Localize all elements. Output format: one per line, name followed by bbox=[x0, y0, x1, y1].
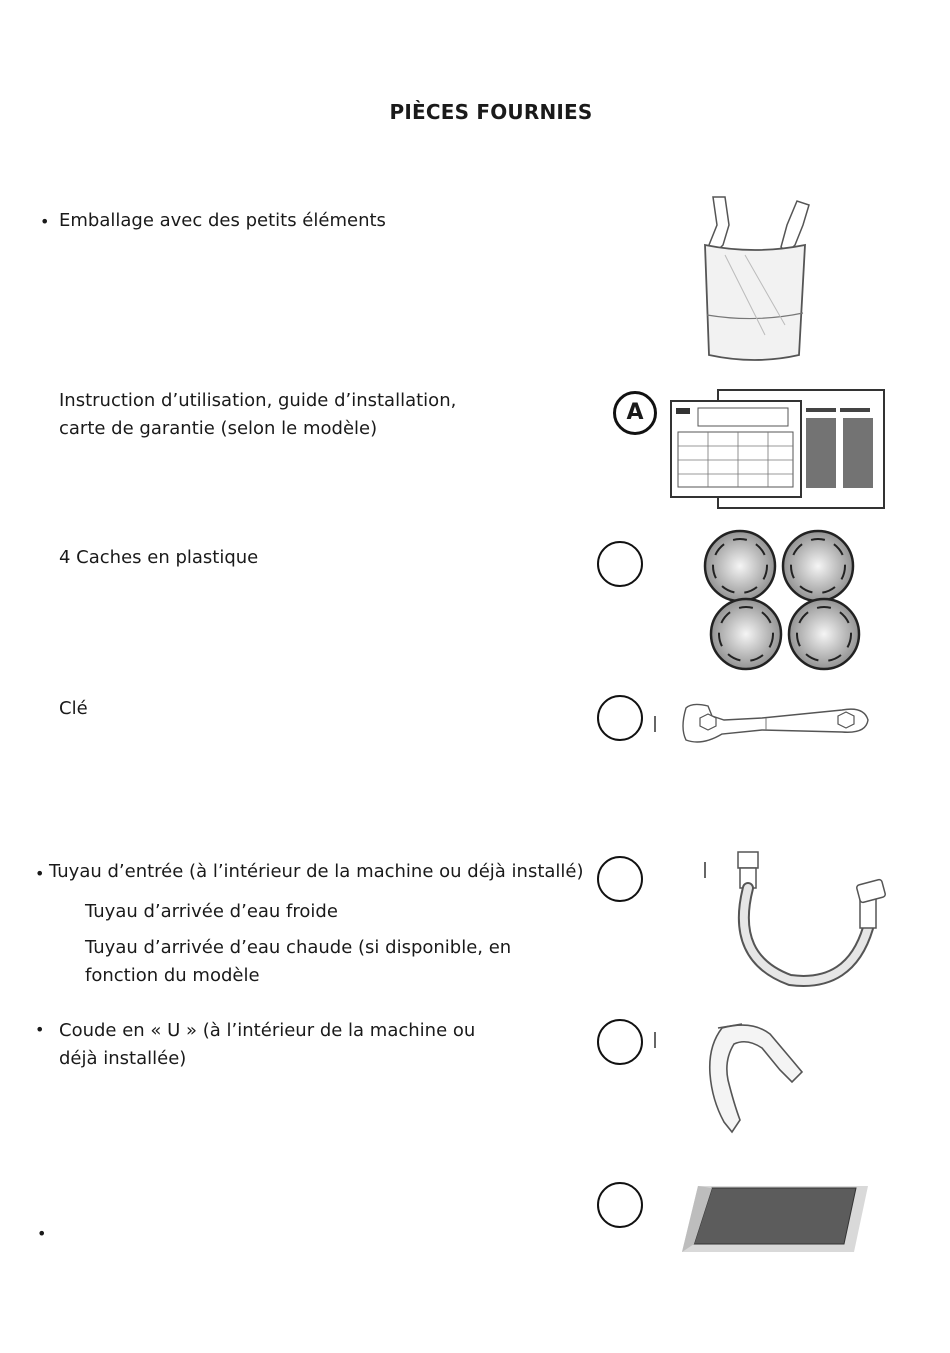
bullet: • bbox=[37, 1224, 47, 1243]
item-manual-label: Instruction d’utilisation, guide d’installation, carte de garantie (selon le modèle) bbox=[59, 390, 457, 439]
bullet: • bbox=[40, 212, 50, 231]
item-marker-circle bbox=[597, 541, 643, 587]
bullet: • bbox=[35, 1020, 45, 1039]
item-u-bend-label: Coude en « U » (à l’intérieur de la machine ou déjà installée) bbox=[59, 1020, 476, 1069]
item-inlet-hose-label: Tuyau d’entrée (à l’intérieur de la machine ou déjà installé) bbox=[49, 861, 584, 882]
item-inlet-hose-sub-cold: Tuyau d’arrivée d’eau froide bbox=[85, 901, 338, 922]
item-wrench-label: Clé bbox=[59, 698, 88, 719]
inlet-hose-icon bbox=[700, 848, 895, 993]
item-marker-circle bbox=[597, 695, 643, 741]
wrench-icon bbox=[652, 700, 874, 750]
item-marker-circle bbox=[597, 856, 643, 902]
bag-icon bbox=[695, 195, 815, 365]
marker-a: A bbox=[613, 391, 657, 435]
item-plastic-caps-label: 4 Caches en plastique bbox=[59, 547, 259, 568]
u-bend-icon bbox=[652, 1020, 812, 1138]
item-marker-circle bbox=[597, 1182, 643, 1228]
pad-icon bbox=[678, 1182, 870, 1254]
item-marker-circle bbox=[597, 1019, 643, 1065]
manual-icon bbox=[668, 388, 888, 513]
page-title: PIÈCES FOURNIES bbox=[389, 100, 593, 124]
item-inlet-hose-sub-hot: Tuyau d’arrivée d’eau chaude (si disponible, en fonction du modèle bbox=[85, 937, 512, 986]
item-packaging-label: Emballage avec des petits éléments bbox=[59, 210, 386, 231]
plastic-caps-icon bbox=[700, 528, 865, 673]
bullet: • bbox=[35, 864, 45, 883]
